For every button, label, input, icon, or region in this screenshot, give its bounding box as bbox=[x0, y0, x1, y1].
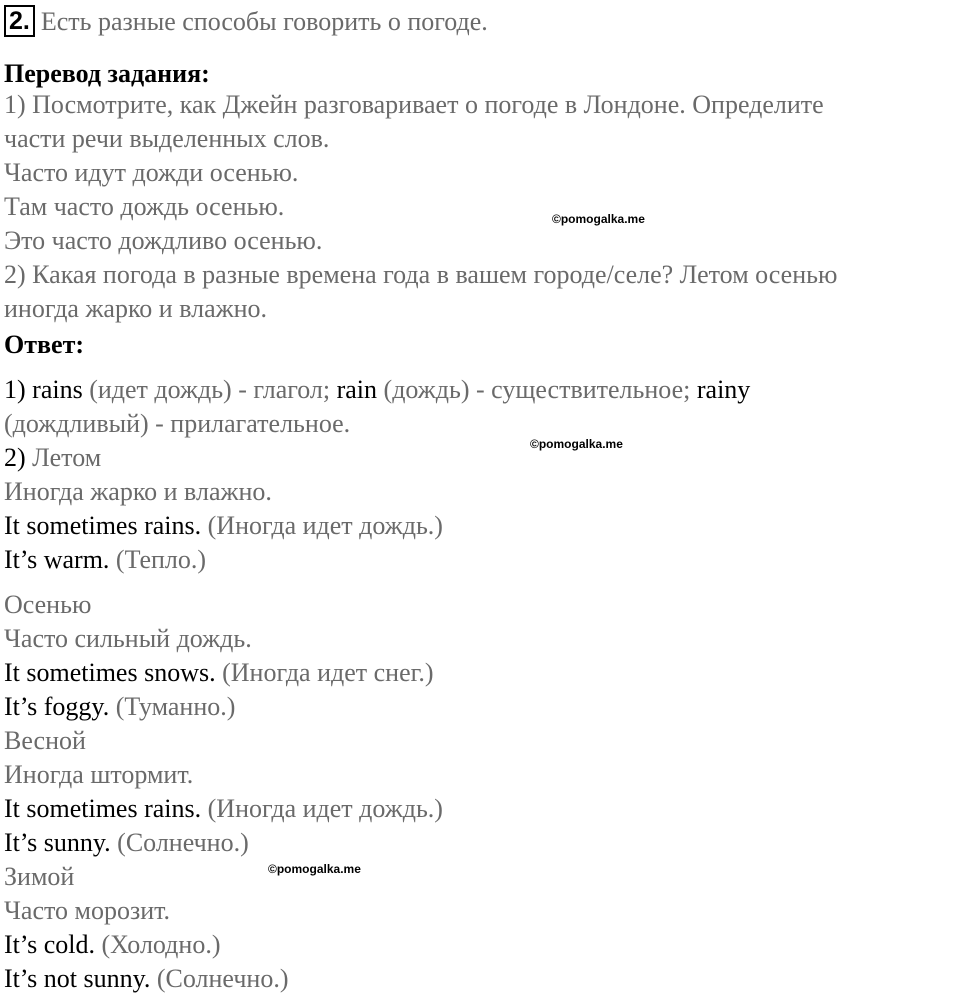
autumn-sentence-1 bbox=[4, 656, 434, 690]
answer-heading: Ответ: bbox=[4, 330, 85, 359]
summer-sentence-1 bbox=[4, 509, 443, 543]
spring-desc: Иногда штормит. bbox=[4, 760, 194, 789]
task-number-box: 2. bbox=[4, 5, 35, 37]
answer-part1-prefix: 1) bbox=[4, 375, 33, 404]
translation-line-4: Там часто дождь осенью. bbox=[4, 192, 285, 221]
part2-number: 2) bbox=[4, 443, 33, 472]
spring-s1-en: It sometimes rains. bbox=[4, 794, 202, 823]
part2-summer-word: Летом bbox=[32, 443, 102, 472]
winter-desc: Часто морозит. bbox=[4, 896, 171, 925]
autumn-s2-ru: (Туманно.) bbox=[109, 692, 236, 721]
autumn-s2-en: It’s foggy. bbox=[4, 692, 110, 721]
translation-line-7: иногда жарко и влажно. bbox=[4, 294, 268, 323]
summer-s2-en: It’s warm. bbox=[4, 545, 110, 574]
summer-s1-en: It sometimes rains. bbox=[4, 511, 202, 540]
watermark-2: ©pomogalka.me bbox=[530, 437, 623, 451]
answer-part1-line2: (дождливый) - прилагательное. bbox=[4, 409, 351, 438]
task-title: Есть разные способы говорить о погоде. bbox=[40, 7, 488, 36]
watermark-1: ©pomogalka.me bbox=[552, 212, 645, 226]
autumn-label: Осенью bbox=[4, 590, 92, 619]
translation-line-5: Это часто дождливо осенью. bbox=[4, 226, 323, 255]
winter-label: Зимой bbox=[4, 862, 75, 891]
task-header bbox=[4, 5, 488, 39]
word-rain-note: (дождь) - существительное; bbox=[377, 375, 697, 404]
translation-heading: Перевод задания: bbox=[4, 59, 210, 88]
translation-line-6: 2) Какая погода в разные времена года в вашем городе/селе? Летом осенью bbox=[4, 260, 838, 289]
autumn-desc: Часто сильный дождь. bbox=[4, 624, 252, 653]
word-rainy: rainy bbox=[696, 375, 751, 404]
autumn-sentence-2 bbox=[4, 690, 235, 724]
autumn-s1-en: It sometimes snows. bbox=[4, 658, 216, 687]
spring-sentence-2 bbox=[4, 826, 249, 860]
word-rains: rains bbox=[32, 375, 83, 404]
winter-s1-ru: (Холодно.) bbox=[95, 930, 221, 959]
answer-part2-label bbox=[4, 441, 101, 475]
summer-desc: Иногда жарко и влажно. bbox=[4, 477, 272, 506]
watermark-3: ©pomogalka.me bbox=[268, 862, 361, 876]
translation-line-1: 1) Посмотрите, как Джейн разговаривает о погоде в Лондоне. Определите bbox=[4, 90, 824, 119]
summer-sentence-2 bbox=[4, 543, 206, 577]
winter-s2-ru: (Солнечно.) bbox=[150, 964, 289, 993]
spring-s2-ru: (Солнечно.) bbox=[110, 828, 249, 857]
spring-sentence-1 bbox=[4, 792, 443, 826]
spring-label: Весной bbox=[4, 726, 86, 755]
word-rain: rain bbox=[336, 375, 378, 404]
winter-s2-en: It’s not sunny. bbox=[4, 964, 151, 993]
winter-sentence-1 bbox=[4, 928, 220, 962]
winter-s1-en: It’s cold. bbox=[4, 930, 95, 959]
winter-sentence-2 bbox=[4, 962, 288, 996]
summer-s1-ru: (Иногда идет дождь.) bbox=[201, 511, 443, 540]
translation-line-2: части речи выделенных слов. bbox=[4, 124, 330, 153]
word-rains-note: (идет дождь) - глагол; bbox=[82, 375, 337, 404]
spring-s1-ru: (Иногда идет дождь.) bbox=[201, 794, 443, 823]
translation-line-3: Часто идут дожди осенью. bbox=[4, 158, 299, 187]
autumn-s1-ru: (Иногда идет снег.) bbox=[215, 658, 434, 687]
spring-s2-en: It’s sunny. bbox=[4, 828, 111, 857]
answer-part1-line1 bbox=[4, 373, 750, 407]
summer-s2-ru: (Тепло.) bbox=[109, 545, 207, 574]
